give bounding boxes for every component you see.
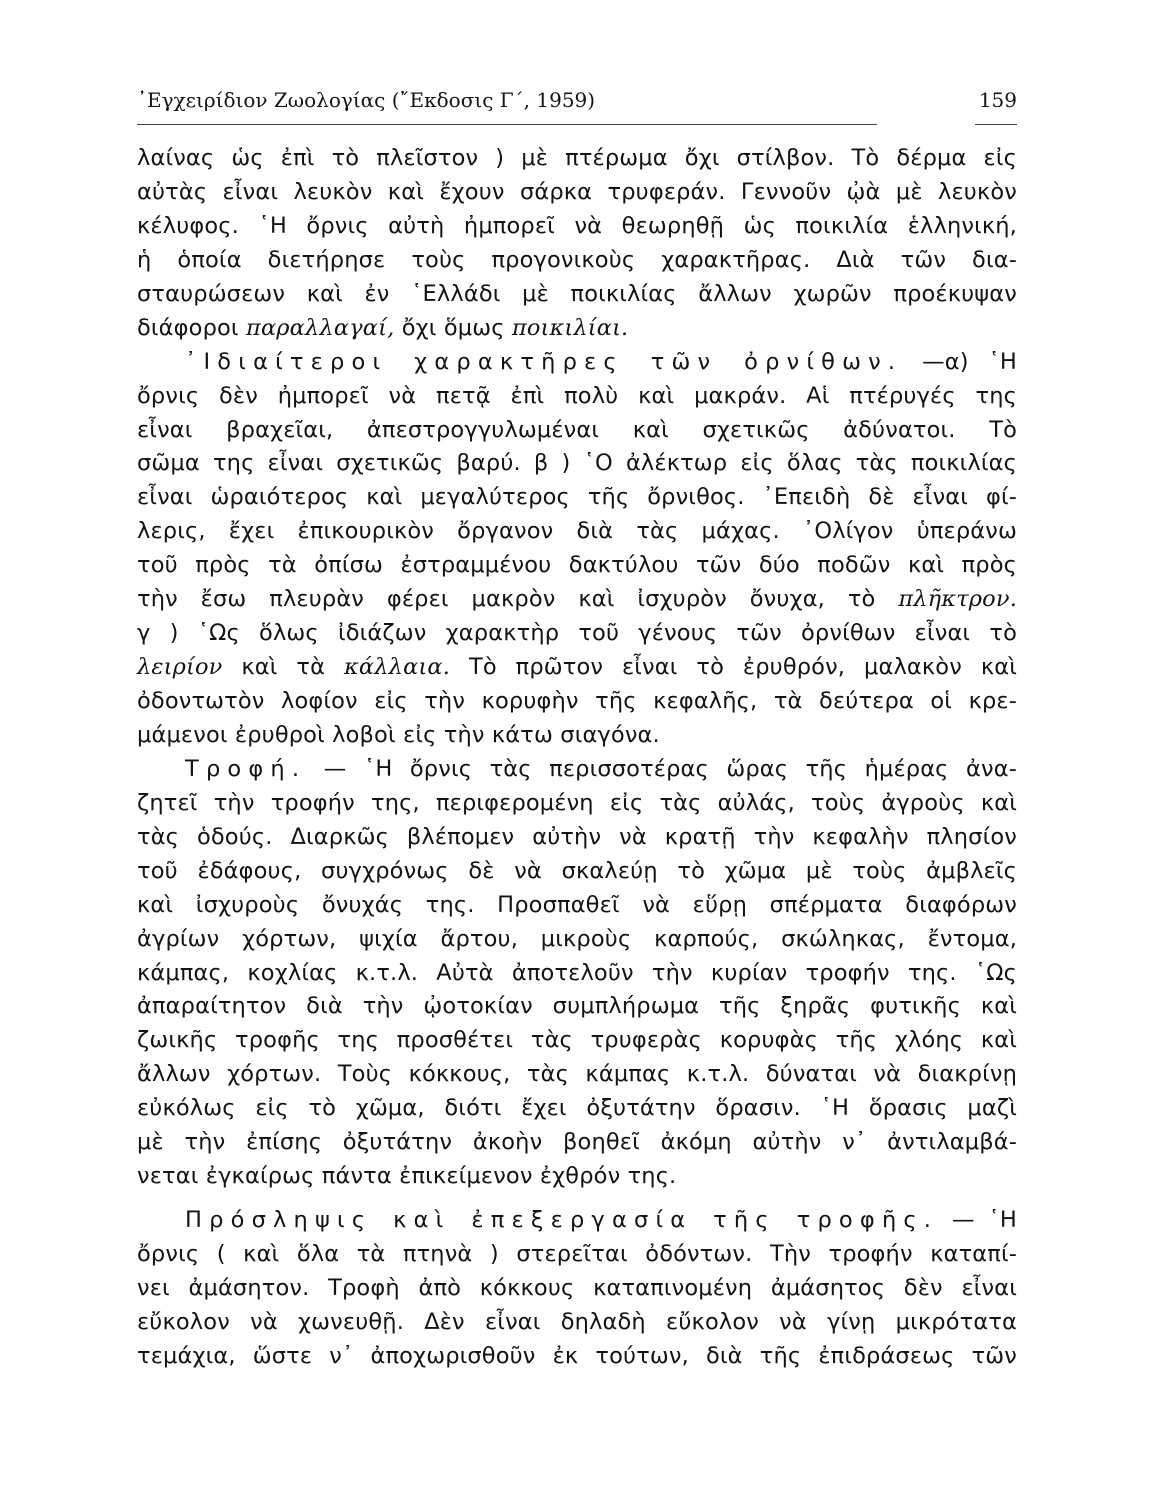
text-line: εἶναι βραχεῖαι, ἀπεστρογγυλωμέναι καὶ σχετικῶς ἀδύνατοι. Τὸ — [137, 416, 1017, 443]
text-line: μὲ τὴν ἐπίσης ὀξυτάτην ἀκοὴν βοηθεῖ ἀκόμη αὐτὴν ν᾿ ἀντιλαμβά- — [137, 1129, 1017, 1156]
text-line: κάμπας, κοχλίας κ.τ.λ. Αὐτὰ ἀποτελοῦν τὴν κυρίαν τροφήν της. ῾Ως — [137, 959, 1017, 986]
text-line: μάμενοι ἐρυθροὶ λοβοὶ εἰς τὴν κάτω σιαγόνα. — [137, 721, 660, 748]
book-title: ᾿Εγχειρίδιον Ζωολογίας (῎Εκδοσις Γ΄, 1959) — [137, 88, 596, 112]
section-heading: Πρόσληψις καὶ ἐπεξεργασία τῆς τροφῆς. — [185, 1207, 939, 1234]
running-header — [137, 88, 1017, 118]
text-line: εἶναι ὡραιότερος καὶ μεγαλύτερος τῆς ὄρνιθος. ᾿Επειδὴ δὲ εἶναι φί- — [137, 484, 1017, 511]
text-line: ἄλλων χόρτων. Τοὺς κόκκους, τὰς κάμπας κ.τ.λ. δύναται νὰ διακρίνῃ — [137, 1061, 1017, 1088]
section-heading: Τροφή. — [185, 755, 307, 782]
text-run: καὶ τὰ — [241, 654, 326, 681]
italic-term: κάλλαια. — [344, 654, 451, 681]
section-heading-line — [137, 346, 1017, 380]
text-line: εὐκόλως εἰς τὸ χῶμα, διότι ἔχει ὀξυτάτην ὅρασιν. ῾Η ὅρασις μαζὶ — [137, 1095, 1017, 1122]
text-line: ὄρνις ( καὶ ὅλα τὰ πτηνὰ ) στερεῖται ὀδόντων. Τὴν τροφήν καταπί- — [137, 1241, 1017, 1267]
text-line: κέλυφος. ῾Η ὄρνις αὐτὴ ἠμπορεῖ νὰ θεωρηθῇ ὡς ποικιλία ἑλληνική, — [137, 212, 1017, 239]
text-run: Τὸ πρῶτον εἶναι τὸ ἐρυθρόν, μαλακὸν καὶ — [468, 654, 1017, 681]
text-run: — ῾Η — [952, 1207, 1017, 1234]
text-line — [137, 651, 1017, 685]
text-line: σῶμα της εἶναι σχετικῶς βαρύ. β ) ῾Ο ἀλέκτωρ εἰς ὅλας τὰς ποικιλίας — [137, 450, 1017, 477]
text-line: γ ) ῾Ως ὅλως ἰδιάζων χαρακτὴρ τοῦ γένους τῶν ὀρνίθων εἶναι τὸ — [137, 620, 1017, 647]
text-line: ἡ ὁποία διετήρησε τοὺς προγονικοὺς χαρακτῆρας. Διὰ τῶν δια- — [137, 246, 1017, 273]
header-rule-page — [975, 124, 1017, 125]
text-line — [137, 583, 1017, 617]
text-line: ἀπαραίτητον διὰ τὴν ᾠοτοκίαν συμπλήρωμα τῆς ξηρᾶς φυτικῆς καὶ — [137, 993, 1017, 1020]
text-line: ζητεῖ τὴν τροφήν της, περιφερομένη εἰς τὰς αὐλάς, τοὺς ἀγροὺς καὶ — [137, 789, 1017, 816]
text-line: ὀδοντωτὸν λοφίον εἰς τὴν κορυφὴν τῆς κεφαλῆς, τὰ δεύτερα οἱ κρε- — [137, 688, 1017, 714]
page-number: 159 — [978, 88, 1017, 112]
text-line: ἀγρίων χόρτων, ψιχία ἄρτου, μικροὺς καρπούς, σκώληκας, ἔντομα, — [137, 925, 1017, 952]
text-line: λερις, ἔχει ἐπικουρικὸν ὄργανον διὰ τὰς μάχας. ᾿Ολίγον ὑπεράνω — [137, 518, 1017, 545]
section-heading-line — [137, 753, 1017, 787]
text-line: τοῦ πρὸς τὰ ὀπίσω ἐστραμμένου δακτύλου τῶν δύο ποδῶν καὶ πρὸς — [137, 552, 1017, 579]
header-rule — [137, 124, 877, 125]
text-line: ζωικῆς τροφῆς της προσθέτει τὰς τρυφερὰς κορυφὰς τῆς χλόης καὶ — [137, 1027, 1017, 1054]
text-line: τεμάχια, ὥστε ν᾿ ἀποχωρισθοῦν ἐκ τούτων, διὰ τῆς ἐπιδράσεως τῶν — [137, 1342, 1017, 1369]
italic-term: παραλλαγαί, — [246, 314, 395, 341]
text-line: νει ἀμάσητον. Τροφὴ ἀπὸ κόκκους καταπινομένη ἀμάσητος δὲν εἶναι — [137, 1274, 1017, 1301]
text-line — [137, 312, 1017, 346]
text-run: ὄχι ὅμως — [401, 314, 505, 341]
text-run: — ῾Η ὄρνις τὰς περισσοτέρας ὥρας τῆς ἡμέρας ἀνα- — [323, 755, 1017, 782]
text-line: αὐτὰς εἶναι λευκὸν καὶ ἔχουν σάρκα τρυφεράν. Γεννοῦν ᾠὰ μὲ λευκὸν — [137, 178, 1017, 205]
text-line: τοῦ ἐδάφους, συγχρόνως δὲ νὰ σκαλεύῃ τὸ χῶμα μὲ τοὺς ἀμβλεῖς — [137, 857, 1017, 884]
text-line: νεται ἐγκαίρως πάντα ἐπικείμενον ἐχθρόν της. — [137, 1163, 677, 1190]
text-run: —α) ῾Η — [922, 348, 1017, 375]
section-heading-line — [137, 1204, 1017, 1238]
section-heading: ᾿Ιδιαίτεροι χαρακτῆρες τῶν ὀρνίθων. — [185, 348, 903, 375]
text-line: τὰς ὁδούς. Διαρκῶς βλέπομεν αὐτὴν νὰ κρατῇ τὴν κεφαλὴν πλησίον — [137, 823, 1017, 850]
italic-term: πλῆκτρον. — [898, 586, 1017, 613]
italic-term: λειρίον — [137, 654, 223, 681]
text-line: εὔκολον νὰ χωνευθῇ. Δὲν εἶναι δηλαδὴ εὔκολον νὰ γίνῃ μικρότατα — [137, 1308, 1017, 1335]
text-run: διάφοροι — [137, 314, 239, 341]
text-line: σταυρώσεων καὶ ἐν ῾Ελλάδι μὲ ποικιλίας ἄλλων χωρῶν προέκυψαν — [137, 280, 1017, 307]
body-text — [137, 142, 1017, 1374]
text-line: ὄρνις δὲν ἠμπορεῖ νὰ πετᾷ ἐπὶ πολὺ καὶ μακράν. Αἱ πτέρυγές της — [137, 382, 1017, 409]
text-run: τὴν ἔσω πλευρὰν φέρει μακρὸν καὶ ἰσχυρὸν ὄνυχα, τὸ — [137, 586, 876, 613]
text-line: καὶ ἰσχυροὺς ὄνυχάς της. Προσπαθεῖ νὰ εὕρῃ σπέρματα διαφόρων — [137, 891, 1017, 918]
text-line: λαίνας ὡς ἐπὶ τὸ πλεῖστον ) μὲ πτέρωμα ὄχι στίλβον. Τὸ δέρμα εἰς — [137, 145, 1017, 171]
italic-term: ποικιλίαι. — [511, 314, 629, 341]
